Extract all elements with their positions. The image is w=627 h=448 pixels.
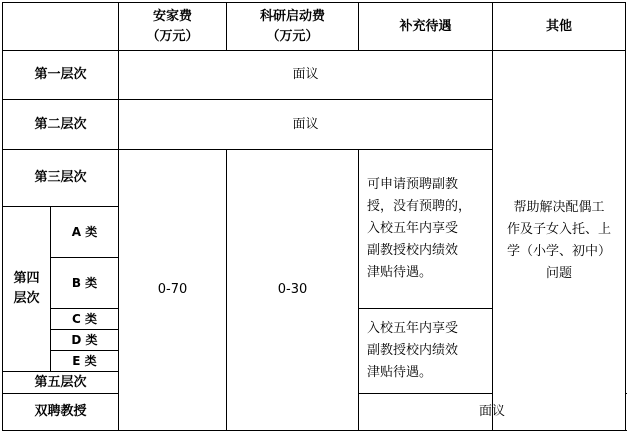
level-2-label: 第二层次 [3, 100, 119, 150]
other-line-3: 学（小学、初中） [506, 243, 611, 259]
level-3-label: 第三层次 [3, 150, 119, 207]
level-4-label [3, 207, 51, 372]
level-1-negotiable: 面议 [119, 51, 493, 100]
benefit-upper-line-2: 授，没有预聘的， [367, 199, 472, 214]
header-startup-fund [227, 3, 359, 51]
benefit-lower-line-2: 副教授校内绩效 [367, 343, 459, 358]
other-line-4: 问题 [545, 265, 572, 281]
other-line-1: 帮助解决配偶工 [513, 199, 605, 215]
level-4-label-line1: 第四 [13, 271, 40, 286]
dual-professor-label: 双聘教授 [3, 394, 119, 431]
startup-fund-range: 0-30 [227, 150, 359, 431]
benefit-lower-line-3: 津贴待遇。 [367, 365, 433, 380]
level-4b-label: B 类 [51, 258, 119, 309]
benefit-lower-cell [359, 309, 493, 394]
header-startup-fund-line1: 科研启动费 [259, 8, 325, 24]
level-5-label: 第五层次 [3, 372, 119, 394]
benefit-upper-line-3: 入校五年内享受 [367, 221, 459, 236]
benefit-upper-line-1: 可申请预聘副教 [367, 177, 459, 192]
header-settle-fee-line2: （万元） [146, 28, 199, 44]
other-benefits-cell [493, 51, 626, 431]
level-4e-label: E 类 [51, 351, 119, 372]
benefit-lower-line-1: 入校五年内享受 [367, 321, 459, 336]
benefit-upper-line-5: 津贴待遇。 [367, 265, 433, 280]
header-settle-fee-line1: 安家费 [152, 8, 192, 24]
recruitment-benefits-table [2, 2, 626, 431]
level-4-label-line2: 层次 [13, 291, 40, 306]
benefit-upper-cell [359, 150, 493, 309]
header-extra-benefit: 补充待遇 [359, 3, 493, 51]
dual-professor-negotiable: 面议 [359, 394, 626, 431]
level-1-label: 第一层次 [3, 51, 119, 100]
header-settle-fee [119, 3, 227, 51]
other-line-2: 作及子女入托、上 [506, 221, 611, 237]
level-4d-label: D 类 [51, 330, 119, 351]
benefit-upper-line-4: 副教授校内绩效 [367, 243, 459, 258]
page [0, 2, 627, 448]
settle-fee-range: 0-70 [119, 150, 227, 431]
header-row [3, 3, 626, 51]
level-4c-label: C 类 [51, 309, 119, 330]
header-startup-fund-line2: （万元） [266, 28, 319, 44]
header-other: 其他 [493, 3, 626, 51]
level-4a-label: A 类 [51, 207, 119, 258]
row-level-1 [3, 51, 626, 100]
level-2-negotiable: 面议 [119, 100, 493, 150]
header-blank-cell [3, 3, 119, 51]
